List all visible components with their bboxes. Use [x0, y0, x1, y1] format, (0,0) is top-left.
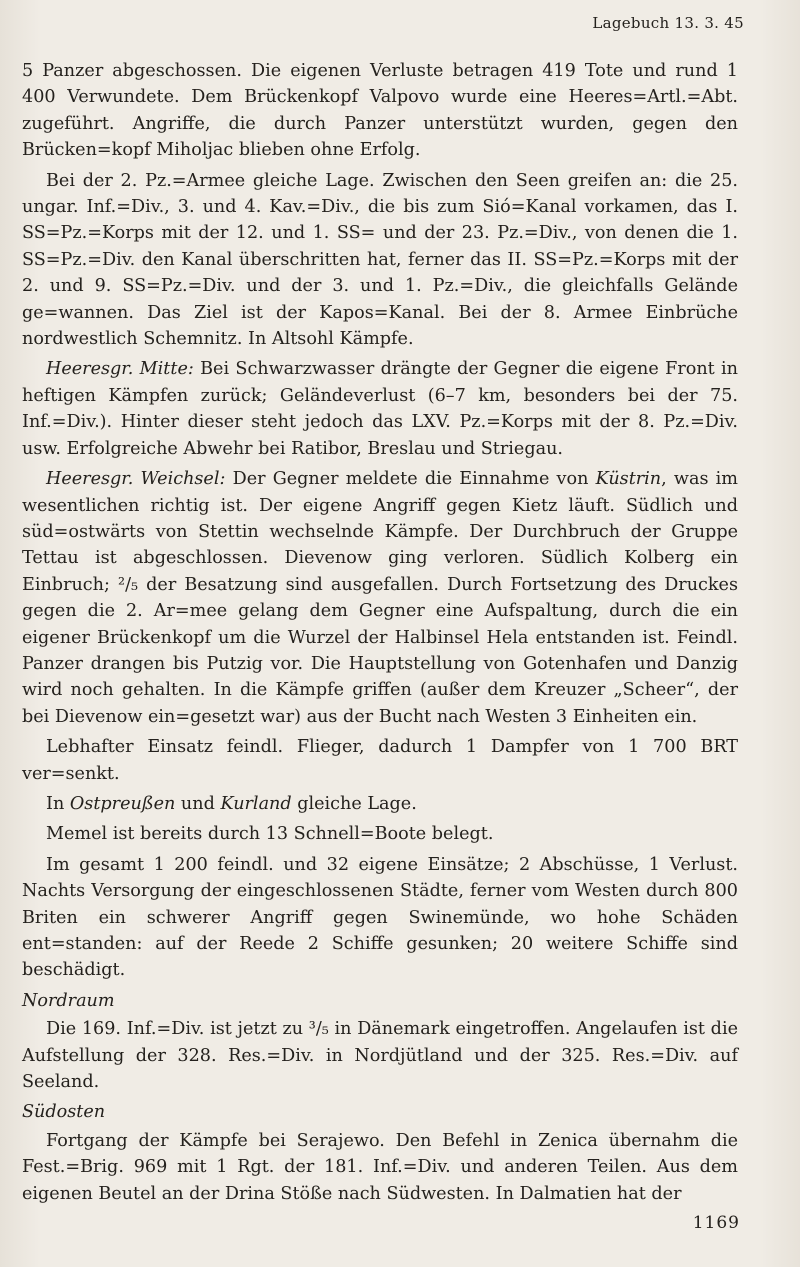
place-ostpreussen: Ostpreußen	[69, 793, 176, 814]
paragraph-heeresgr-mitte	[22, 356, 738, 462]
page-number: 1169	[692, 1213, 740, 1233]
paragraph-flieger: Lebhafter Einsatz feindl. Flieger, dadurch 1 Dampfer von 1 700 BRT ver=senkt.	[22, 737, 738, 784]
heeresgr-mitte-label: Heeresgr. Mitte:	[46, 359, 194, 380]
paragraph-heeresgr-weichsel	[22, 466, 738, 730]
section-heading-suedosten: Südosten	[22, 1102, 106, 1123]
paragraph-nordraum: Die 169. Inf.=Div. ist jetzt zu ³/₅ in Dänemark eingetroffen. Angelaufen ist die Aufstellung der 328. Res.=Div. in Nordjütland und der 325. Res.=Div. auf Seeland.	[22, 1019, 738, 1093]
heeresgr-weichsel-text: , was im wesentlichen richtig ist. Der eigene Angriff gegen Kietz läuft. Südlich und süd=ostwärts von Stettin wechselnde Kämpfe. Der Durchbruch der Gruppe Tettau ist abgeschlossen. Dievenow ging verloren. Südlich Kolberg ein Einbruch; ²/₅ der Besatzung sind ausgefallen. Durch Fortsetzung des Druckes gegen die 2. Ar=mee gelang dem Gegner eine Aufspaltung, durch die ein eigener Brückenkopf um die Wurzel der Halbinsel Hela entstanden ist. Feindl. Panzer drangen bis Putzig vor. Die Hauptstellung von Gotenhafen und Danzig wird noch gehalten. In die Kämpfe griffen (außer dem Kreuzer „Scheer“, der bei Dievenow ein=gesetzt war) aus der Bucht nach Westen 3 Einheiten ein.	[22, 469, 738, 727]
ostpreussen-mid: und	[175, 793, 221, 814]
heeresgr-weichsel-label: Heeresgr. Weichsel:	[46, 469, 226, 490]
paragraph-suedosten: Fortgang der Kämpfe bei Serajewo. Den Befehl in Zenica übernahm die Fest.=Brig. 969 mit 1 Rgt. der 181. Inf.=Div. und anderen Teilen. Aus dem eigenen Beutel an der Drina Stöße nach Südwesten. In Dalmatien hat der	[22, 1130, 738, 1204]
paragraph-ostpreussen	[22, 791, 738, 817]
paragraph-einsaetze: Im gesamt 1 200 feindl. und 32 eigene Einsätze; 2 Abschüsse, 1 Verlust. Nachts Versorgung der eingeschlossenen Städte, ferner vom Westen durch 800 Briten ein schwerer Angriff gegen Swinemünde, wo hohe Schäden ent=standen: auf der Reede 2 Schiffe gesunken; 20 weitere Schiffe sind beschädigt.	[22, 854, 738, 981]
paragraph-1: 5 Panzer abgeschossen. Die eigenen Verluste betragen 419 Tote und rund 1 400 Verwundete. Dem Brückenkopf Valpovo wurde eine Heeres=Artl.=Abt. zugeführt. Angriffe, die durch Panzer unterstützt wurden, gegen den Brücken=kopf Miholjac blieben ohne Erfolg.	[22, 61, 738, 161]
place-kuestrin: Küstrin	[595, 469, 662, 490]
paragraph-memel: Memel ist bereits durch 13 Schnell=Boote belegt.	[46, 824, 494, 845]
ostpreussen-pre: In	[46, 793, 70, 814]
place-kurland: Kurland	[220, 793, 292, 814]
section-heading-nordraum: Nordraum	[22, 990, 115, 1011]
running-head: Lagebuch 13. 3. 45	[592, 14, 744, 32]
ostpreussen-text: gleiche Lage.	[291, 793, 417, 814]
heeresgr-weichsel-pre: Der Gegner meldete die Einnahme von	[225, 469, 596, 490]
heeresgr-mitte-text: Bei Schwarzwasser drängte der Gegner die eigene Front in heftigen Kämpfen zurück; Geländeverlust (6–7 km, besonders bei der 75. Inf.=Div.). Hinter dieser steht jedoch das LXV. Pz.=Korps mit der 8. Pz.=Div. usw. Erfolgreiche Abwehr bei Ratibor, Breslau und Striegau.	[22, 359, 738, 459]
paragraph-2: Bei der 2. Pz.=Armee gleiche Lage. Zwischen den Seen greifen an: die 25. ungar. Inf.=Div., 3. und 4. Kav.=Div., die bis zum Sió=Kanal vorkamen, das I. SS=Pz.=Korps mit der 12. und 1. SS= und der 23. Pz.=Div., von denen die 1. SS=Pz.=Div. den Kanal überschritten hat, ferner das II. SS=Pz.=Korps mit der 2. und 9. SS=Pz.=Div. und der 3. und 1. Pz.=Div., die gleichfalls Gelände ge=wannen. Das Ziel ist der Kapos=Kanal. Bei der 8. Armee Einbrüche nordwestlich Schemnitz. In Altsohl Kämpfe.	[22, 170, 738, 350]
page-body	[22, 58, 738, 1211]
